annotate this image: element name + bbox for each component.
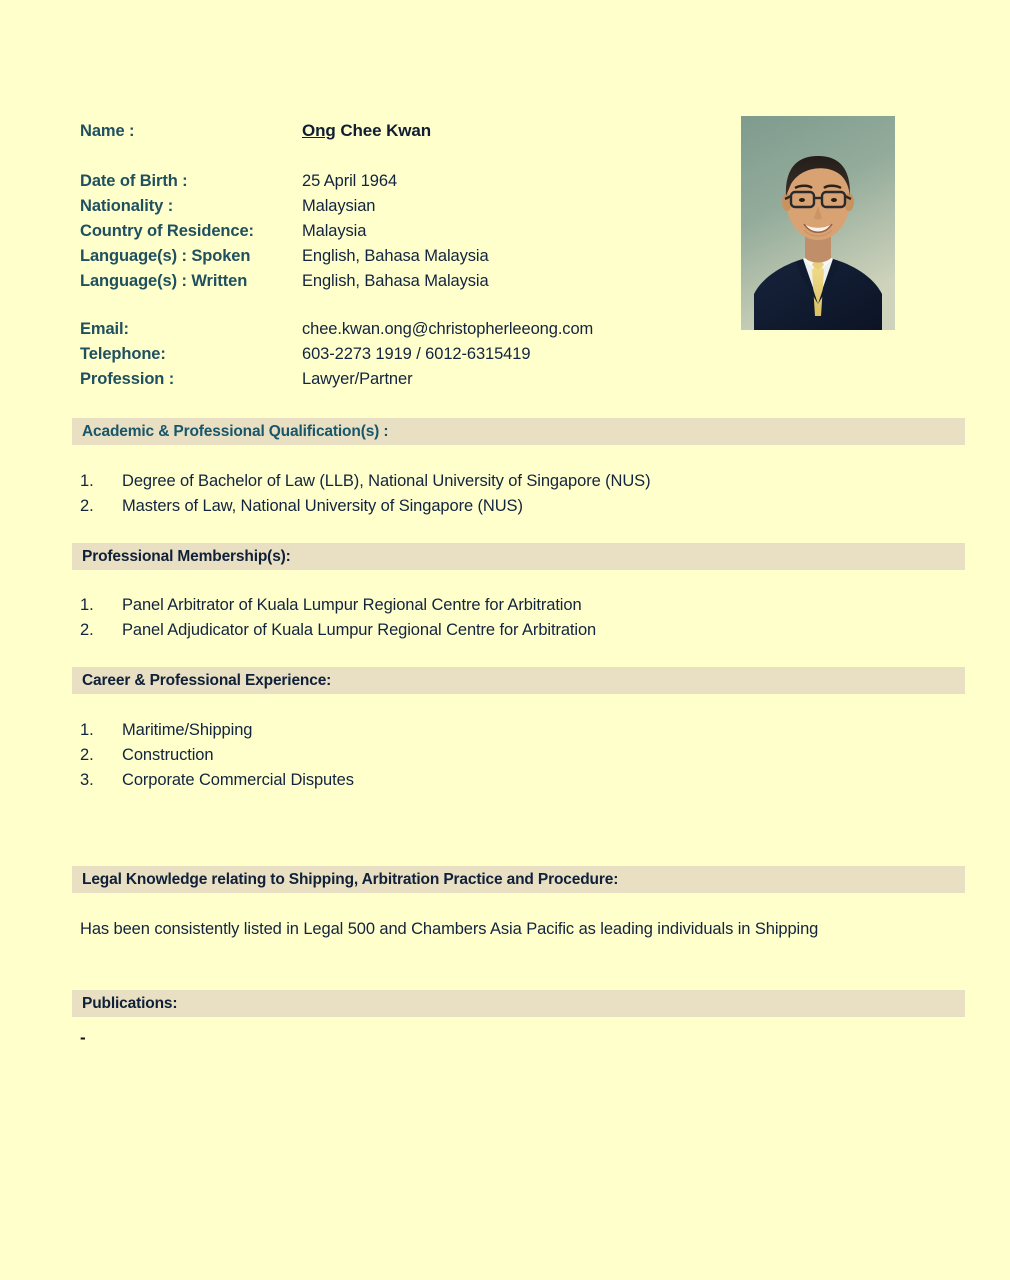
section-header-career — [72, 667, 965, 694]
spacer-before-contact — [80, 294, 720, 317]
list-marker: 2. — [80, 746, 94, 764]
section-header-memberships — [72, 543, 965, 570]
section-header-publications-label: Publications: — [82, 994, 178, 1012]
dob-label: Date of Birth : — [80, 172, 188, 190]
list-item-text: Construction — [122, 746, 214, 764]
section-header-qualifications — [72, 418, 965, 445]
profile-row-language-written — [80, 269, 720, 294]
list-marker: 2. — [80, 497, 94, 515]
section-header-legal-knowledge — [72, 866, 965, 893]
profile-row-name — [80, 118, 720, 144]
dob-value: 25 April 1964 — [302, 172, 398, 190]
profile-row-residence — [80, 219, 720, 244]
section-header-career-label: Career & Professional Experience: — [82, 671, 332, 689]
name-label: Name : — [80, 122, 135, 140]
profile-row-language-spoken — [80, 244, 720, 269]
list-marker: 1. — [80, 596, 94, 614]
telephone-value[interactable]: 603-2273 1919 / 6012-6315419 — [302, 345, 531, 363]
profession-label: Profession : — [80, 370, 175, 388]
list-marker: 3. — [80, 771, 94, 789]
portrait-photo — [741, 116, 895, 330]
telephone-label: Telephone: — [80, 345, 166, 363]
list-item — [80, 469, 650, 494]
list-item — [80, 768, 354, 793]
publications-body: - — [80, 1028, 86, 1047]
name-given: Chee Kwan — [335, 121, 432, 140]
section-header-legal-knowledge-label: Legal Knowledge relating to Shipping, Arbitration Practice and Procedure: — [82, 870, 619, 888]
list-item-text: Panel Arbitrator of Kuala Lumpur Regional Centre for Arbitration — [122, 596, 582, 614]
nationality-value: Malaysian — [302, 197, 376, 215]
profile-row-dob — [80, 169, 720, 194]
section-header-qualifications-label: Academic & Professional Qualification(s) : — [82, 422, 389, 440]
language-spoken-label: Language(s) : Spoken — [80, 247, 251, 265]
list-item-text: Masters of Law, National University of Singapore (NUS) — [122, 497, 523, 515]
list-item — [80, 718, 354, 743]
list-memberships — [80, 593, 596, 643]
email-value[interactable]: chee.kwan.ong@christopherleeong.com — [302, 320, 594, 338]
legal-knowledge-body: Has been consistently listed in Legal 500 and Chambers Asia Pacific as leading individuals in Shipping — [80, 920, 819, 938]
language-written-label: Language(s) : Written — [80, 272, 248, 290]
profile-row-telephone — [80, 342, 720, 367]
email-label: Email: — [80, 320, 129, 338]
language-spoken-value: English, Bahasa Malaysia — [302, 247, 489, 265]
list-item-text: Degree of Bachelor of Law (LLB), National University of Singapore (NUS) — [122, 472, 651, 490]
list-item — [80, 743, 354, 768]
language-written-value: English, Bahasa Malaysia — [302, 272, 489, 290]
profile-row-email — [80, 317, 720, 342]
section-header-publications — [72, 990, 965, 1017]
profile-row-profession — [80, 367, 720, 392]
list-item-text: Corporate Commercial Disputes — [122, 771, 354, 789]
list-item — [80, 593, 596, 618]
list-qualifications — [80, 469, 650, 519]
name-value — [302, 118, 431, 143]
profession-value: Lawyer/Partner — [302, 370, 413, 388]
list-career — [80, 718, 354, 793]
list-item-text: Maritime/Shipping — [122, 721, 253, 739]
list-item — [80, 618, 596, 643]
residence-label: Country of Residence: — [80, 222, 254, 240]
profile-row-nationality — [80, 194, 720, 219]
nationality-label: Nationality : — [80, 197, 174, 215]
list-marker: 2. — [80, 621, 94, 639]
section-header-memberships-label: Professional Membership(s): — [82, 547, 291, 565]
residence-value: Malaysia — [302, 222, 367, 240]
list-item — [80, 494, 650, 519]
spacer-after-name — [80, 144, 720, 169]
name-surname: Ong — [302, 121, 336, 140]
list-marker: 1. — [80, 472, 94, 490]
profile-info-block — [80, 118, 720, 392]
list-marker: 1. — [80, 721, 94, 739]
list-item-text: Panel Adjudicator of Kuala Lumpur Regional Centre for Arbitration — [122, 621, 597, 639]
